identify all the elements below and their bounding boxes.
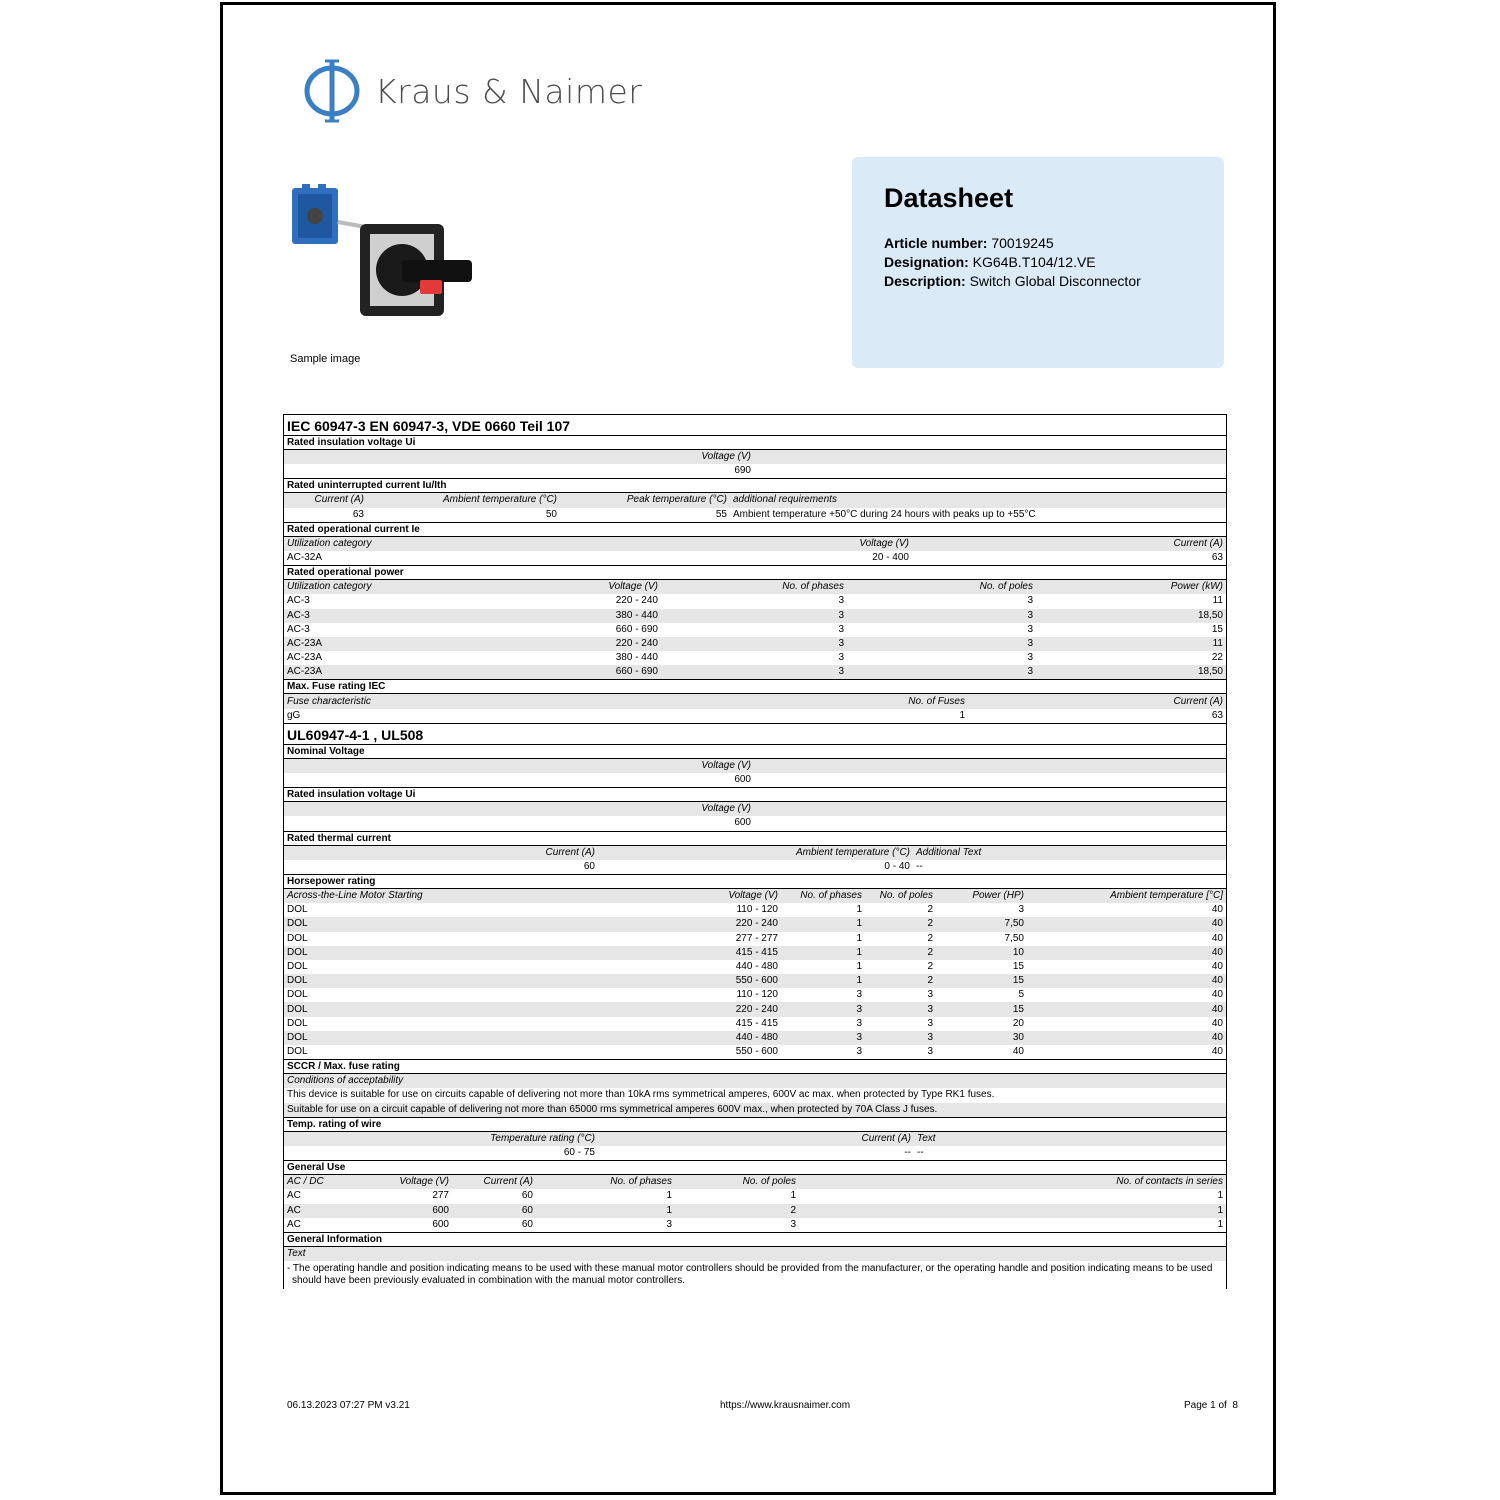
table-header-row: Utilization category Voltage (V) Current (A) — [284, 537, 1226, 551]
datasheet-title: Datasheet — [884, 183, 1014, 213]
spec-table — [283, 414, 1227, 1289]
section-title: Rated operational power — [284, 566, 1226, 580]
ul-horsepower-table — [284, 889, 1226, 1060]
table-header-row: Fuse characteristic No. of Fuses Current (A) — [284, 694, 1226, 708]
table-row: 60 0 - 40 -- — [284, 860, 1226, 875]
iec-power-table — [284, 580, 1226, 680]
iec-fuse-table — [284, 694, 1226, 723]
iec-standard-title: IEC 60947-3 EN 60947-3, VDE 0660 Teil 107 — [284, 415, 1226, 436]
table-row: DOL 220 - 240 3 3 15 40 — [284, 1002, 1226, 1016]
table-row: AC 600 60 1 2 1 — [284, 1204, 1226, 1218]
table-row: Suitable for use on a circuit capable of delivering not more than 65000 rms symmetrical amperes 600V max., when protected by 70A Class J fuses. — [284, 1103, 1226, 1118]
table-header-row: Current (A) Ambient temperature (°C) Additional Text — [284, 846, 1226, 860]
table-header-row: Voltage (V) — [284, 450, 1226, 464]
section-title: Rated insulation voltage Ui — [284, 788, 1226, 802]
table-row: AC-3 660 - 690 3 3 15 — [287, 623, 1223, 635]
table-row: DOL 110 - 120 1 2 3 40 — [287, 904, 1223, 916]
table-row: DOL 415 - 415 3 3 20 40 — [287, 1017, 1223, 1029]
table-row: 60 - 75 -- -- — [284, 1146, 1226, 1161]
section-title: Rated operational current Ie — [284, 523, 1226, 537]
table-header-row: AC / DC Voltage (V) Current (A) No. of phases No. of poles No. of contacts in series — [284, 1175, 1226, 1189]
table-row: 600 — [284, 816, 1226, 831]
table-header-row: Conditions of acceptability — [284, 1074, 1226, 1088]
ul-ui-table — [284, 802, 1226, 831]
footer-page-number: Page 1 of 8 — [1184, 1400, 1238, 1411]
section-title: Rated insulation voltage Ui — [284, 436, 1226, 450]
ul-sccr-table — [284, 1074, 1226, 1118]
footer-timestamp: 06.13.2023 07:27 PM v3.21 — [287, 1400, 410, 1411]
section-title: Rated thermal current — [284, 832, 1226, 846]
table-row: DOL 415 - 415 1 2 10 40 — [284, 946, 1226, 960]
table-row: This device is suitable for use on circuits capable of delivering not more than 10kA rms symmetrical amperes, 600V ac max. when protected by Type RK1 fuses. — [287, 1089, 995, 1101]
table-row: DOL 277 - 277 1 2 7,50 40 — [287, 932, 1223, 944]
table-row: DOL 220 - 240 1 2 7,50 40 — [284, 917, 1226, 931]
table-row: DOL 440 - 480 1 2 15 40 — [287, 960, 1223, 972]
iec-iu-table — [284, 493, 1226, 522]
section-title: General Use — [284, 1161, 1226, 1175]
table-row: 690 — [284, 464, 1226, 479]
table-row: AC-32A 20 - 400 63 — [284, 551, 1226, 566]
datasheet-info-box — [852, 157, 1224, 368]
brand-logo — [303, 58, 642, 124]
ul-wire-table — [284, 1132, 1226, 1161]
article-number: Article number: 70019245 — [884, 235, 1054, 251]
footer-website-link[interactable]: https://www.krausnaimer.com — [720, 1400, 851, 1411]
table-header-row: Text — [284, 1247, 1226, 1261]
table-row: AC-23A 380 - 440 3 3 22 — [287, 652, 1223, 664]
section-title: General Information — [284, 1233, 1226, 1247]
table-row: DOL 550 - 600 3 3 40 40 — [284, 1045, 1226, 1060]
ul-standard-title: UL60947-4-1 , UL508 — [284, 724, 1226, 745]
table-header-row: Current (A) Ambient temperature (°C) Peak temperature (°C) additional requirements — [284, 493, 1226, 507]
general-info-text: - The operating handle and position indicating means to be used with these manual motor controllers should be provided from the manufacturer, or the operating handle and position indicating means to be used should have been previously evaluated in combination with the manual motor controllers. — [287, 1263, 1213, 1287]
table-row: AC 277 60 1 1 1 — [287, 1190, 1223, 1202]
section-title: Rated uninterrupted current Iu/Ith — [284, 479, 1226, 493]
table-header-row: Across-the-Line Motor Starting Voltage (V) No. of phases No. of poles Power (HP) Ambient temperature [°C] — [284, 889, 1226, 903]
table-row: AC-23A 220 - 240 3 3 11 — [284, 637, 1226, 651]
product-sample-image — [288, 180, 476, 325]
section-title: SCCR / Max. fuse rating — [284, 1060, 1226, 1074]
table-row: DOL 440 - 480 3 3 30 40 — [284, 1031, 1226, 1045]
ul-nominal-table — [284, 759, 1226, 788]
table-row: AC-23A 660 - 690 3 3 18,50 — [284, 665, 1226, 680]
table-row: AC 600 60 3 3 1 — [284, 1218, 1226, 1233]
table-header-row: Voltage (V) — [284, 802, 1226, 816]
table-header-row: Temperature rating (°C) Current (A) Text — [284, 1132, 1226, 1146]
section-title: Horsepower rating — [284, 875, 1226, 889]
table-row: 600 — [284, 773, 1226, 788]
description: Description: Switch Global Disconnector — [884, 273, 1141, 289]
section-title: Nominal Voltage — [284, 745, 1226, 759]
table-header-row: Utilization category Voltage (V) No. of phases No. of poles Power (kW) — [284, 580, 1226, 594]
section-title: Max. Fuse rating IEC — [284, 680, 1226, 694]
table-row: AC-3 380 - 440 3 3 18,50 — [284, 609, 1226, 623]
ul-general-info-table — [284, 1247, 1226, 1261]
table-row: DOL 550 - 600 1 2 15 40 — [284, 974, 1226, 988]
table-header-row: Voltage (V) — [284, 759, 1226, 773]
table-row: gG 1 63 — [284, 709, 1226, 724]
brand-name: Kraus & Naimer — [375, 71, 643, 111]
ul-thermal-table — [284, 846, 1226, 875]
sample-image-caption: Sample image — [290, 353, 361, 365]
ul-general-use-table — [284, 1175, 1226, 1233]
table-row: 63 50 55 Ambient temperature +50°C during 24 hours with peaks up to +55°C — [284, 508, 1226, 523]
table-row: DOL 110 - 120 3 3 5 40 — [287, 989, 1223, 1001]
iec-ui-table — [284, 450, 1226, 479]
iec-ie-table — [284, 537, 1226, 566]
designation: Designation: KG64B.T104/12.VE — [884, 254, 1096, 270]
table-row: AC-3 220 - 240 3 3 11 — [287, 595, 1223, 607]
section-title: Temp. rating of wire — [284, 1118, 1226, 1132]
phi-logo-icon — [303, 58, 361, 124]
